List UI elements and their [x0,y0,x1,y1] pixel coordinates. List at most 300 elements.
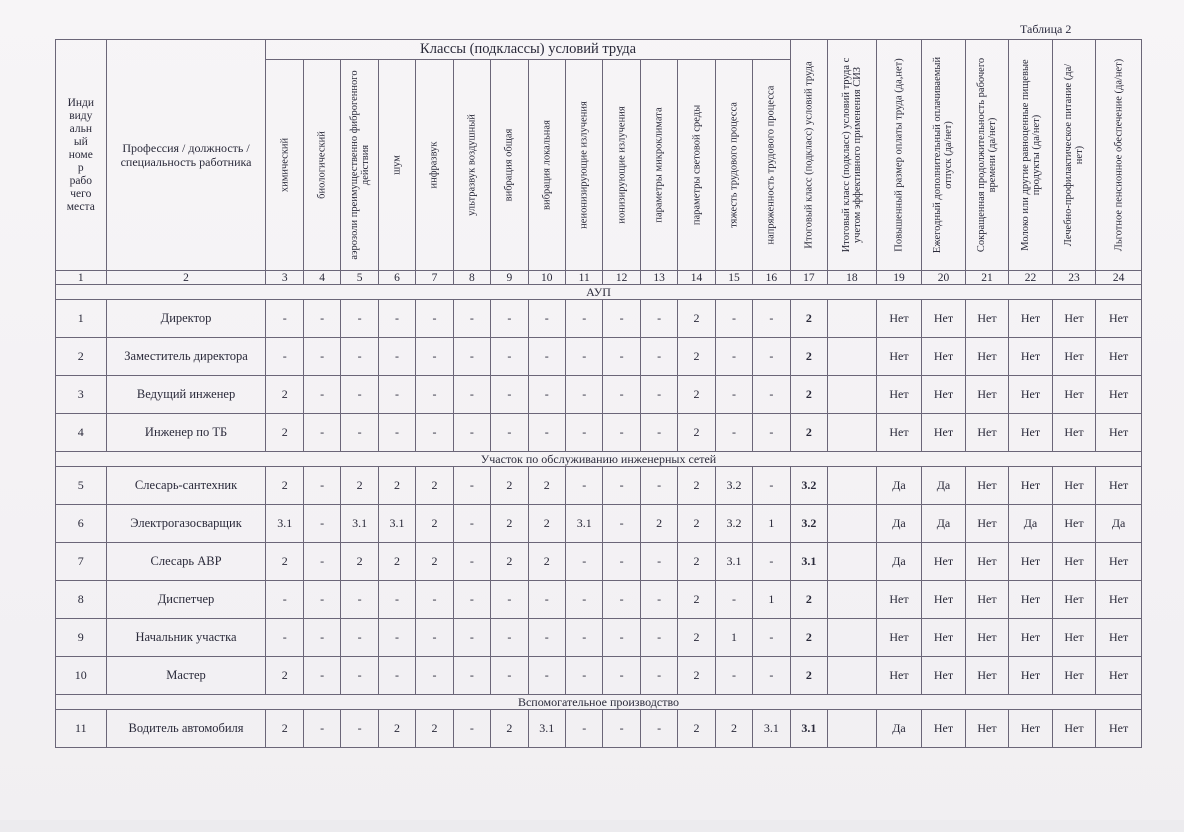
value-cell: - [565,300,602,338]
value-cell: - [341,710,378,748]
value-cell [828,300,877,338]
profession-cell: Электрогазосварщик [106,505,266,543]
value-cell: 2 [416,710,453,748]
header-factor-col [303,60,340,271]
value-cell: - [341,338,378,376]
value-cell: - [491,581,528,619]
value-cell: - [491,376,528,414]
value-cell: 2 [678,376,715,414]
header-factor-col [753,60,791,271]
column-number: 19 [876,271,922,285]
value-cell: Нет [965,581,1009,619]
value-cell: - [453,414,490,452]
header-factor-label: тяжесть трудового процесса [728,102,740,228]
column-number: 17 [790,271,827,285]
column-number: 13 [640,271,677,285]
header-factor-label: вибрация общая [503,128,515,202]
value-cell [828,376,877,414]
final-class-cell: 3.1 [790,543,827,581]
header-factor-col [565,60,602,271]
value-cell: Нет [1009,581,1053,619]
value-cell: Нет [965,338,1009,376]
value-cell: Да [922,505,966,543]
value-cell: 2 [528,467,565,505]
header-conditions-group: Классы (подклассы) условий труда [266,40,790,60]
value-cell: - [341,657,378,695]
value-cell: 2 [266,657,303,695]
value-cell: - [565,581,602,619]
column-number: 22 [1009,271,1053,285]
table-row [56,657,1142,695]
column-number: 6 [378,271,415,285]
value-cell: - [715,581,752,619]
header-right-label: Итоговый класс (подкласс) условий труда [803,61,815,249]
value-cell: - [416,338,453,376]
value-cell: - [528,657,565,695]
profession-cell: Диспетчер [106,581,266,619]
final-class-cell: 3.2 [790,467,827,505]
value-cell: - [266,619,303,657]
value-cell: - [303,338,340,376]
value-cell: - [528,619,565,657]
value-cell: - [565,657,602,695]
header-workplace-number-line: номе [68,148,93,161]
workplace-number: 3 [56,376,107,414]
value-cell: - [378,619,415,657]
value-cell: - [303,414,340,452]
workplace-number: 4 [56,414,107,452]
value-cell: - [303,505,340,543]
column-number: 15 [715,271,752,285]
value-cell: Нет [922,710,966,748]
value-cell: - [453,505,490,543]
value-cell: - [528,376,565,414]
profession-cell: Слесарь-сантехник [106,467,266,505]
section-row [56,285,1142,300]
header-factor-label: инфразвук [428,141,440,189]
value-cell: - [565,467,602,505]
value-cell: - [603,414,640,452]
value-cell: - [266,338,303,376]
value-cell: - [753,300,791,338]
value-cell: - [453,710,490,748]
value-cell: - [491,619,528,657]
value-cell: 3.1 [266,505,303,543]
header-right-col [1096,40,1142,271]
value-cell [828,338,877,376]
value-cell: Нет [922,657,966,695]
value-cell: 2 [491,467,528,505]
value-cell: 3.1 [378,505,415,543]
header-factor-label: ионизирующие излучения [616,106,628,224]
value-cell: - [640,710,677,748]
value-cell: - [715,657,752,695]
header-right-label: Сокращенная продолжительность рабочего времени (да/нет) [975,57,998,253]
value-cell: 2 [678,710,715,748]
value-cell: Нет [1009,376,1053,414]
value-cell: - [416,300,453,338]
value-cell: Нет [922,414,966,452]
value-cell: Нет [1096,710,1142,748]
value-cell: - [753,467,791,505]
value-cell: - [528,581,565,619]
value-cell: - [565,338,602,376]
value-cell: - [303,300,340,338]
value-cell: Нет [965,710,1009,748]
final-class-cell: 2 [790,414,827,452]
value-cell: 2 [266,543,303,581]
column-number: 8 [453,271,490,285]
value-cell: - [303,543,340,581]
value-cell [828,619,877,657]
value-cell: 2 [491,543,528,581]
value-cell: 2 [378,467,415,505]
value-cell: Нет [1096,657,1142,695]
section-title: Вспомогательное производство [56,695,1142,710]
value-cell: 3.2 [715,505,752,543]
final-class-cell: 2 [790,619,827,657]
value-cell: - [603,657,640,695]
final-class-cell: 2 [790,581,827,619]
value-cell: 2 [528,543,565,581]
workplace-number: 6 [56,505,107,543]
value-cell: Нет [965,300,1009,338]
profession-cell: Ведущий инженер [106,376,266,414]
value-cell: Нет [965,619,1009,657]
header-workplace-number-line: ый [73,135,88,148]
value-cell: Нет [1052,710,1096,748]
value-cell: - [640,657,677,695]
value-cell: - [528,300,565,338]
value-cell: - [753,657,791,695]
value-cell: 2 [341,543,378,581]
workplace-number: 2 [56,338,107,376]
value-cell: - [491,414,528,452]
value-cell: 2 [678,505,715,543]
value-cell: Нет [922,619,966,657]
value-cell: Нет [1052,414,1096,452]
value-cell: Нет [922,338,966,376]
final-class-cell: 3.1 [790,710,827,748]
column-number: 24 [1096,271,1142,285]
workplace-number: 1 [56,300,107,338]
value-cell: - [715,414,752,452]
value-cell [828,414,877,452]
header-workplace-number-line: места [66,200,95,213]
value-cell: 2 [378,543,415,581]
section-title: АУП [56,285,1142,300]
header-factor-col [341,60,378,271]
value-cell [828,581,877,619]
value-cell: - [491,300,528,338]
header-factor-label: параметры микроклимата [653,107,665,223]
value-cell: 3.1 [341,505,378,543]
value-cell: - [303,467,340,505]
workplace-number: 7 [56,543,107,581]
value-cell: Нет [876,376,922,414]
column-number: 18 [828,271,877,285]
profession-cell: Мастер [106,657,266,695]
value-cell: - [715,300,752,338]
header-workplace-number-line: чего [70,187,92,200]
header-factor-col [528,60,565,271]
header-factor-label: неионизирующие излучения [578,101,590,229]
value-cell: Нет [922,300,966,338]
column-number: 5 [341,271,378,285]
value-cell: Нет [1052,376,1096,414]
column-number: 4 [303,271,340,285]
header-right-col [828,40,877,271]
value-cell: - [303,581,340,619]
table-row [56,619,1142,657]
header-factor-col [266,60,303,271]
value-cell: - [453,338,490,376]
page-bottom-edge [0,820,1184,832]
header-factor-col [603,60,640,271]
value-cell [828,657,877,695]
value-cell: - [453,581,490,619]
value-cell: - [453,543,490,581]
value-cell: Нет [922,581,966,619]
value-cell: 2 [416,505,453,543]
profession-cell: Заместитель директора [106,338,266,376]
header-workplace-number-line: виду [69,109,93,122]
header-right-label: Итоговый класс (подкласс) условий труда с учетом эффективного применения СИЗ [840,57,863,253]
value-cell: Да [876,543,922,581]
final-class-cell: 3.2 [790,505,827,543]
header-workplace-number [56,40,107,271]
value-cell: - [753,414,791,452]
value-cell: 2 [640,505,677,543]
column-number: 3 [266,271,303,285]
header-factor-col [453,60,490,271]
value-cell: - [715,376,752,414]
value-cell: - [528,414,565,452]
value-cell: Нет [965,543,1009,581]
value-cell: Нет [1009,467,1053,505]
value-cell: Нет [1096,300,1142,338]
table-row [56,338,1142,376]
value-cell: 2 [266,467,303,505]
value-cell: Нет [922,376,966,414]
value-cell: - [303,710,340,748]
value-cell: - [640,581,677,619]
column-number: 9 [491,271,528,285]
value-cell: - [603,505,640,543]
value-cell: - [453,300,490,338]
value-cell: Нет [876,414,922,452]
column-number: 20 [922,271,966,285]
value-cell: 2 [266,710,303,748]
value-cell [828,710,877,748]
value-cell: - [603,619,640,657]
header-factor-col [678,60,715,271]
value-cell: - [565,710,602,748]
value-cell: - [753,376,791,414]
value-cell: Нет [1096,543,1142,581]
value-cell: - [341,300,378,338]
value-cell [828,467,877,505]
value-cell: - [603,338,640,376]
value-cell: Нет [1009,414,1053,452]
header-workplace-number-line: альн [69,122,92,135]
value-cell: 2 [678,300,715,338]
value-cell: - [603,543,640,581]
value-cell: - [715,338,752,376]
table-row [56,505,1142,543]
profession-cell: Слесарь АВР [106,543,266,581]
value-cell: Нет [1096,619,1142,657]
profession-cell: Директор [106,300,266,338]
column-number: 12 [603,271,640,285]
value-cell: - [378,338,415,376]
value-cell: - [303,619,340,657]
value-cell: - [753,338,791,376]
profession-cell: Инженер по ТБ [106,414,266,452]
header-factor-label: ультразвук воздушный [466,114,478,216]
header-factor-label: биологический [316,131,328,199]
value-cell: - [640,467,677,505]
header-right-label: Лечебно-профилактическое питание (да/нет) [1063,63,1086,247]
value-cell: Нет [965,657,1009,695]
header-right-col [1009,40,1053,271]
value-cell: 2 [678,581,715,619]
value-cell: Да [876,710,922,748]
value-cell: Да [1096,505,1142,543]
value-cell: 1 [753,581,791,619]
value-cell: - [565,414,602,452]
value-cell: Нет [876,657,922,695]
value-cell: 2 [528,505,565,543]
value-cell: Да [876,467,922,505]
value-cell: Нет [965,467,1009,505]
value-cell: 2 [491,710,528,748]
table-row [56,543,1142,581]
header-workplace-number-line: р [77,161,84,174]
value-cell: - [640,338,677,376]
value-cell: Нет [876,300,922,338]
value-cell: - [416,376,453,414]
value-cell: - [341,376,378,414]
value-cell: - [753,619,791,657]
value-cell: - [416,657,453,695]
header-factor-label: шум [391,155,403,175]
value-cell: 2 [678,467,715,505]
column-number: 10 [528,271,565,285]
value-cell: 2 [491,505,528,543]
header-right-label: Льготное пенсионное обеспечение (да/нет) [1113,58,1125,252]
value-cell: Нет [1052,543,1096,581]
header-right-col [790,40,827,271]
workplace-number: 11 [56,710,107,748]
table-row [56,467,1142,505]
value-cell: - [341,581,378,619]
value-cell: Нет [1009,300,1053,338]
header-right-col [965,40,1009,271]
value-cell: 2 [715,710,752,748]
final-class-cell: 2 [790,338,827,376]
value-cell: - [640,300,677,338]
header-factor-col [378,60,415,271]
value-cell: - [453,376,490,414]
workplace-number: 5 [56,467,107,505]
value-cell: Нет [965,414,1009,452]
workplace-number: 8 [56,581,107,619]
header-factor-col [491,60,528,271]
table-row [56,414,1142,452]
header-factor-label: химический [279,137,291,193]
table-row [56,581,1142,619]
value-cell: Нет [965,376,1009,414]
value-cell: 2 [678,543,715,581]
value-cell: 2 [678,657,715,695]
value-cell: Нет [876,619,922,657]
header-right-col [1052,40,1096,271]
table-row [56,710,1142,748]
value-cell: - [453,619,490,657]
value-cell: - [453,657,490,695]
section-row [56,695,1142,710]
value-cell: Нет [876,338,922,376]
value-cell: 3.1 [715,543,752,581]
column-number: 21 [965,271,1009,285]
value-cell: - [603,300,640,338]
value-cell: - [266,300,303,338]
value-cell: - [565,619,602,657]
profession-cell: Водитель автомобиля [106,710,266,748]
value-cell: - [378,300,415,338]
value-cell: - [303,376,340,414]
header-right-col [876,40,922,271]
value-cell: 2 [416,543,453,581]
value-cell: - [565,376,602,414]
value-cell: Да [1009,505,1053,543]
value-cell: Нет [1052,300,1096,338]
working-conditions-table [55,39,1142,748]
value-cell: - [453,467,490,505]
header-factor-col [640,60,677,271]
table-caption: Таблица 2 [1020,22,1072,36]
value-cell: - [341,619,378,657]
value-cell: Нет [1009,657,1053,695]
value-cell: - [491,338,528,376]
workplace-number: 10 [56,657,107,695]
header-right-label: Ежегодный дополнительный оплачиваемый отпуск (да/нет) [932,56,955,254]
value-cell: - [603,581,640,619]
value-cell: Нет [965,505,1009,543]
value-cell: Нет [1009,619,1053,657]
value-cell: Нет [1096,467,1142,505]
column-number: 2 [106,271,266,285]
value-cell: - [416,619,453,657]
value-cell [828,543,877,581]
header-factor-label: параметры световой среды [691,104,703,226]
header-workplace-number-line: рабо [69,174,93,187]
final-class-cell: 2 [790,300,827,338]
value-cell: Нет [1096,338,1142,376]
column-number: 23 [1052,271,1096,285]
header-factor-label: аэрозоли преимущественно фиброгенного действия [348,70,371,260]
header-right-label: Молоко или другие равноценные пищевые продукты (да/нет) [1019,59,1042,251]
header-factor-label: вибрация локальная [541,120,553,210]
value-cell: - [491,657,528,695]
value-cell: - [603,467,640,505]
header-factor-label: напряженность трудового процесса [765,85,777,245]
value-cell: Нет [1052,657,1096,695]
value-cell: Нет [876,581,922,619]
value-cell: Нет [1009,338,1053,376]
header-workplace-number-line: Инди [67,96,95,109]
